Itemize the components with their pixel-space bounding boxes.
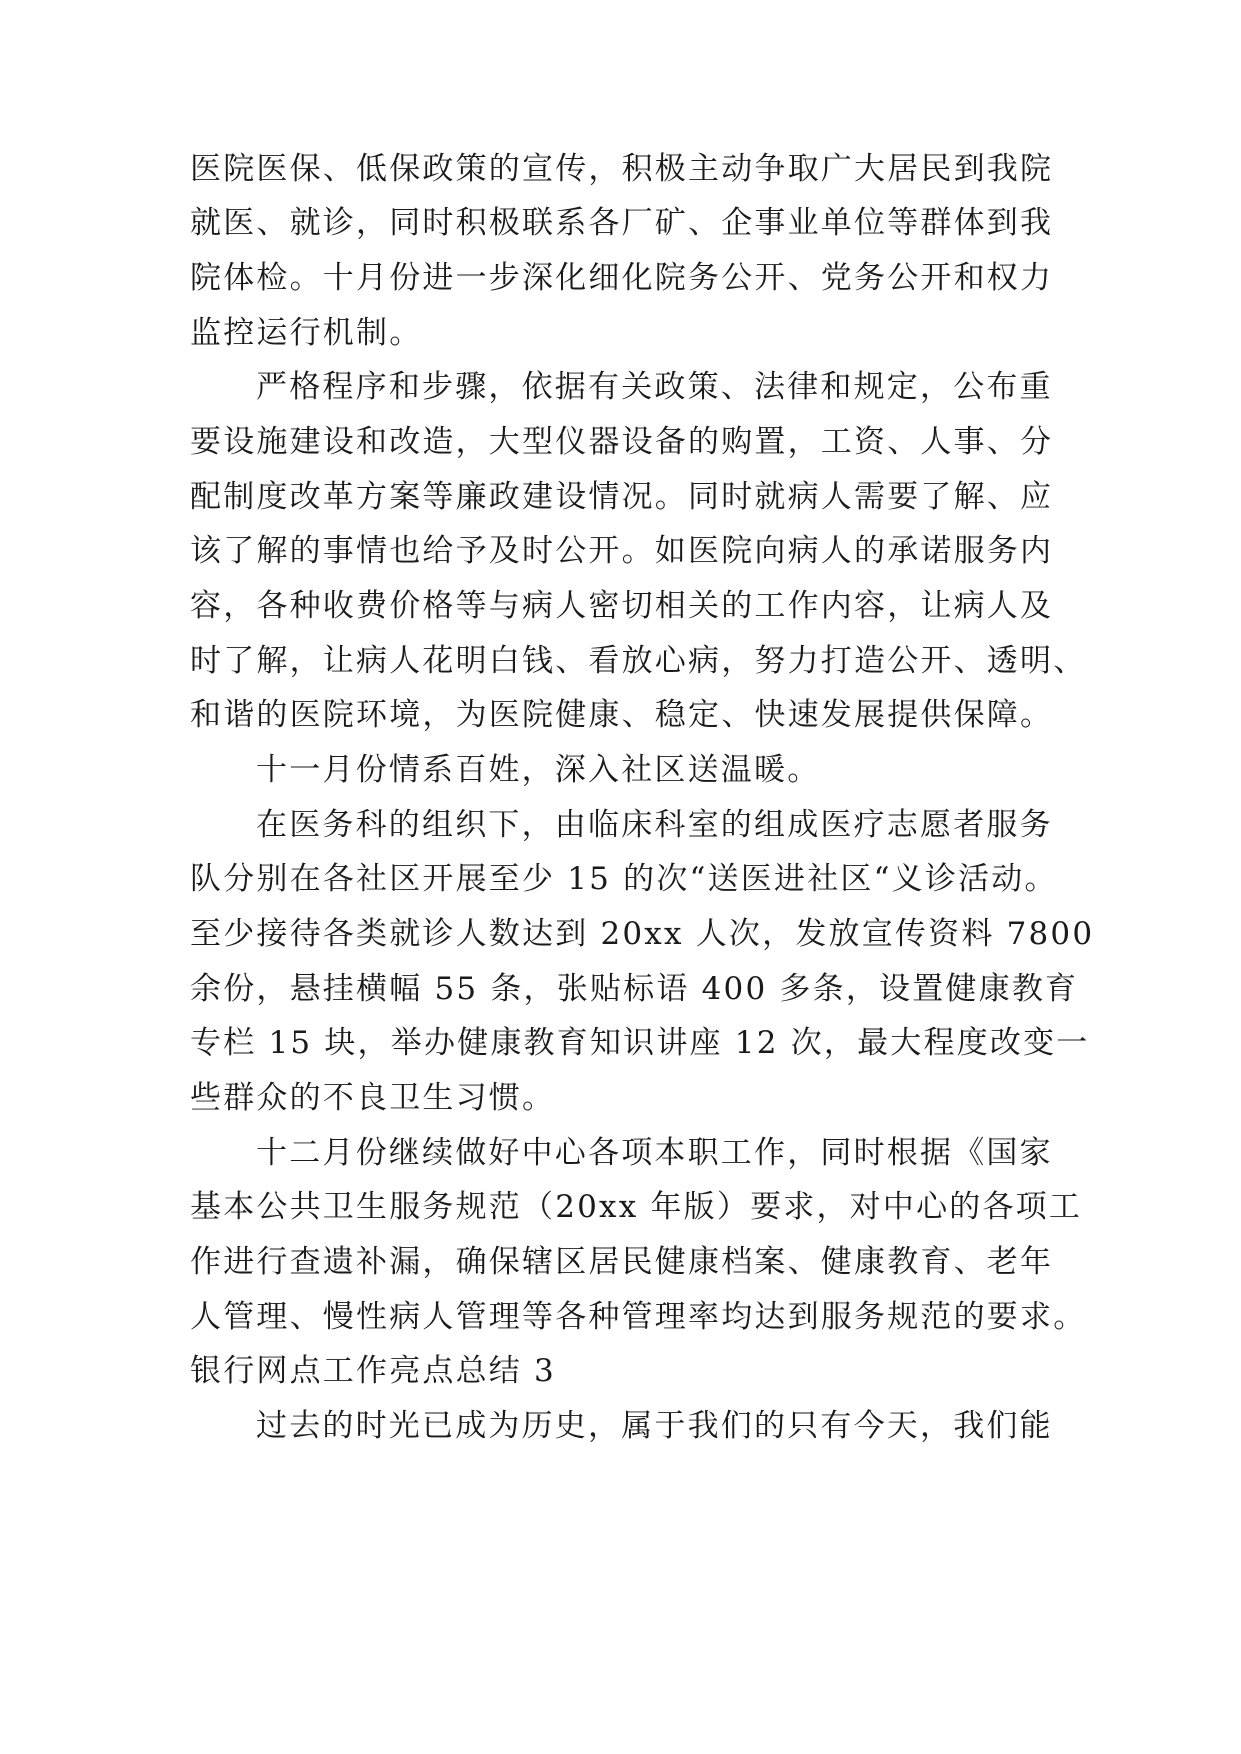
body-text-line: 过去的时光已成为历史，属于我们的只有今天，我们能 <box>256 1408 1053 1444</box>
body-text-line: 队分别在各社区开展至少 15 的次“送医进社区“义诊活动。 <box>190 861 1058 897</box>
body-text-line: 就医、就诊，同时积极联系各厂矿、企事业单位等群体到我 <box>190 205 1054 241</box>
body-text-line: 容，各种收费价格等与病人密切相关的工作内容，让病人及 <box>190 588 1054 624</box>
body-text-line: 些群众的不良卫生习惯。 <box>190 1080 556 1116</box>
body-text-line: 在医务科的组织下，由临床科室的组成医疗志愿者服务 <box>256 807 1053 843</box>
body-text-line: 余份，悬挂横幅 55 条，张贴标语 400 多条，设置健康教育 <box>190 971 1079 1007</box>
body-text-line: 院体检。十月份进一步深化细化院务公开、党务公开和权力 <box>190 260 1054 296</box>
body-text-line: 作进行查遗补漏，确保辖区居民健康档案、健康教育、老年 <box>190 1244 1054 1280</box>
body-text-line: 配制度改革方案等廉政建设情况。同时就病人需要了解、应 <box>190 479 1054 515</box>
body-text-line: 人管理、慢性病人管理等各种管理率均达到服务规范的要求。 <box>190 1299 1087 1335</box>
body-text-line: 医院医保、低保政策的宣传，积极主动争取广大居民到我院 <box>190 151 1054 187</box>
body-text-line: 要设施建设和改造，大型仪器设备的购置，工资、人事、分 <box>190 424 1054 460</box>
body-text-line: 监控运行机制。 <box>190 315 423 351</box>
body-text-line: 十一月份情系百姓，深入社区送温暖。 <box>256 752 821 788</box>
body-text-line: 至少接待各类就诊人数达到 20xx 人次，发放宣传资料 7800 <box>190 916 1095 952</box>
body-text-line: 十二月份继续做好中心各项本职工作，同时根据《国家 <box>256 1135 1053 1171</box>
body-text-line: 和谐的医院环境，为医院健康、稳定、快速发展提供保障。 <box>190 697 1054 733</box>
body-text-line: 基本公共卫生服务规范（20xx 年版）要求，对中心的各项工 <box>190 1189 1083 1225</box>
body-text-line: 时了解，让病人花明白钱、看放心病，努力打造公开、透明、 <box>190 643 1087 679</box>
body-text-line: 专栏 15 块，举办健康教育知识讲座 12 次，最大程度改变一 <box>190 1025 1090 1061</box>
body-text-line: 严格程序和步骤，依据有关政策、法律和规定，公布重 <box>256 369 1053 405</box>
section-heading: 银行网点工作亮点总结 3 <box>190 1353 556 1389</box>
body-text-line: 该了解的事情也给予及时公开。如医院向病人的承诺服务内 <box>190 533 1054 569</box>
